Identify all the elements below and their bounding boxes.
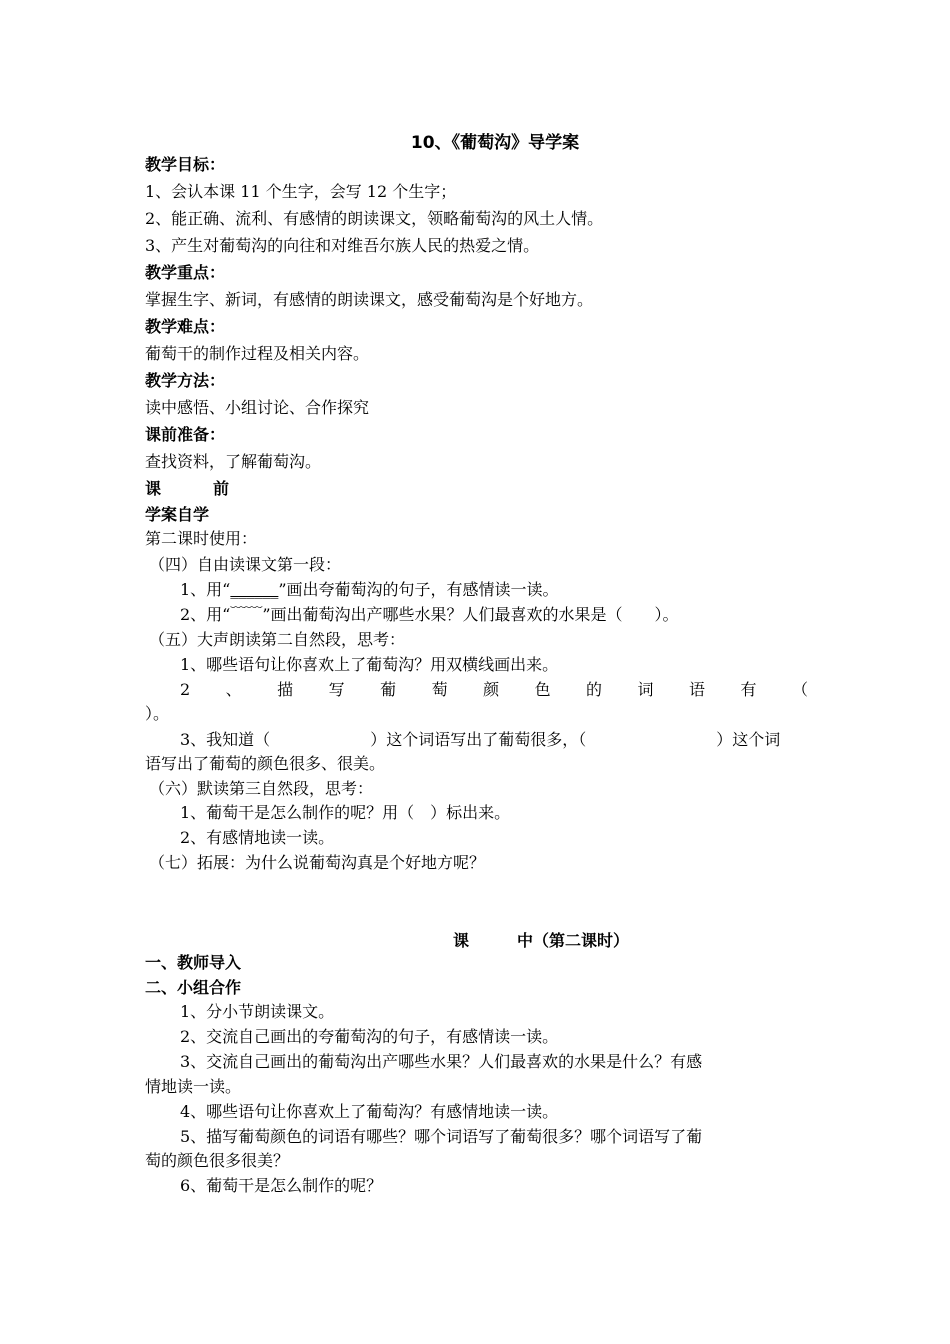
- goal-item: 3、产生对葡萄沟的向往和对维吾尔族人民的热爱之情。: [145, 236, 540, 255]
- section-5-heading: （五）大声朗读第二自然段，思考：: [149, 630, 406, 649]
- section-4-heading: （四）自由读课文第一段：: [149, 555, 342, 574]
- blank-space: [586, 729, 716, 751]
- method-heading: 教学方法：: [145, 371, 226, 390]
- pre-class-heading: [145, 478, 229, 500]
- section-6-item-2: 2、有感情地读一读。: [180, 828, 335, 847]
- part-2-item-cont: 情地读一读。: [145, 1077, 242, 1096]
- part-2-item: 1、分小节朗读课文。: [180, 1002, 335, 1021]
- section-5-item-1: 1、哪些语句让你喜欢上了葡萄沟？用双横线画出来。: [180, 655, 559, 674]
- part-2-heading: 二、小组合作: [145, 978, 242, 997]
- section-5-item-2: 2 、 描 写 葡 萄 颜 色 的 词 语 有 （: [180, 680, 808, 699]
- goal-item: 1、会认本课 11 个生字，会写 12 个生字；: [145, 182, 457, 201]
- part-1-heading: 一、教师导入: [145, 953, 242, 972]
- underline-blank: ______: [230, 580, 279, 599]
- prep-heading: 课前准备：: [145, 425, 226, 444]
- section-6-heading: （六）默读第三自然段，思考：: [149, 779, 374, 798]
- method-text: 读中感悟、小组讨论、合作探究: [145, 398, 370, 417]
- self-study-heading: 学案自学: [145, 505, 210, 524]
- pre-class-char: 前: [213, 479, 230, 498]
- goals-heading: 教学目标：: [145, 155, 226, 174]
- section-7-heading: （七）拓展：为什么说葡萄沟真是个好地方呢？: [149, 853, 486, 872]
- mid-class-heading: 课 中（第二课时）: [453, 931, 630, 950]
- part-2-item: 3、交流自己画出的葡萄沟出产哪些水果？人们最喜欢的水果是什么？有感: [180, 1052, 703, 1071]
- difficulty-heading: 教学难点：: [145, 317, 226, 336]
- document-title: 10、《葡萄沟》导学案: [410, 133, 580, 153]
- section-5-item-2-cont: ）。: [145, 704, 170, 723]
- section-5-item-3-cont: 语写出了葡萄的颜色很多、很美。: [145, 754, 386, 773]
- second-lesson-use: 第二课时使用：: [145, 529, 258, 548]
- section-6-item-1: 1、葡萄干是怎么制作的呢？用（ ）标出来。: [180, 803, 511, 822]
- blank-space: [270, 729, 370, 751]
- part-2-item: 5、描写葡萄颜色的词语有哪些？哪个词语写了葡萄很多？哪个词语写了葡: [180, 1127, 703, 1146]
- prep-text: 查找资料，了解葡萄沟。: [145, 452, 322, 471]
- key-text: 掌握生字、新词，有感情的朗读课文，感受葡萄沟是个好地方。: [145, 290, 594, 309]
- section-5-item-3: 3、我知道（ ）这个词语写出了葡萄很多，（ ）这个词: [180, 730, 781, 749]
- goal-item: 2、能正确、流利、有感情的朗读课文，领略葡萄沟的风土人情。: [145, 209, 604, 228]
- section-4-item-2: 2、用“﹋﹋”画出葡萄沟出产哪些水果？人们最喜欢的水果是（ ）。: [180, 605, 679, 624]
- section-4-item-1: 1、用“______”画出夸葡萄沟的句子，有感情读一读。: [180, 580, 559, 599]
- key-heading: 教学重点：: [145, 263, 226, 282]
- part-2-item: 4、哪些语句让你喜欢上了葡萄沟？有感情地读一读。: [180, 1102, 559, 1121]
- pre-class-char: 课: [145, 479, 162, 498]
- part-2-item: 2、交流自己画出的夸葡萄沟的句子，有感情读一读。: [180, 1027, 559, 1046]
- part-2-item-cont: 萄的颜色很多很美？: [145, 1151, 290, 1170]
- difficulty-text: 葡萄干的制作过程及相关内容。: [145, 344, 370, 363]
- part-2-item: 6、葡萄干是怎么制作的呢？: [180, 1176, 383, 1195]
